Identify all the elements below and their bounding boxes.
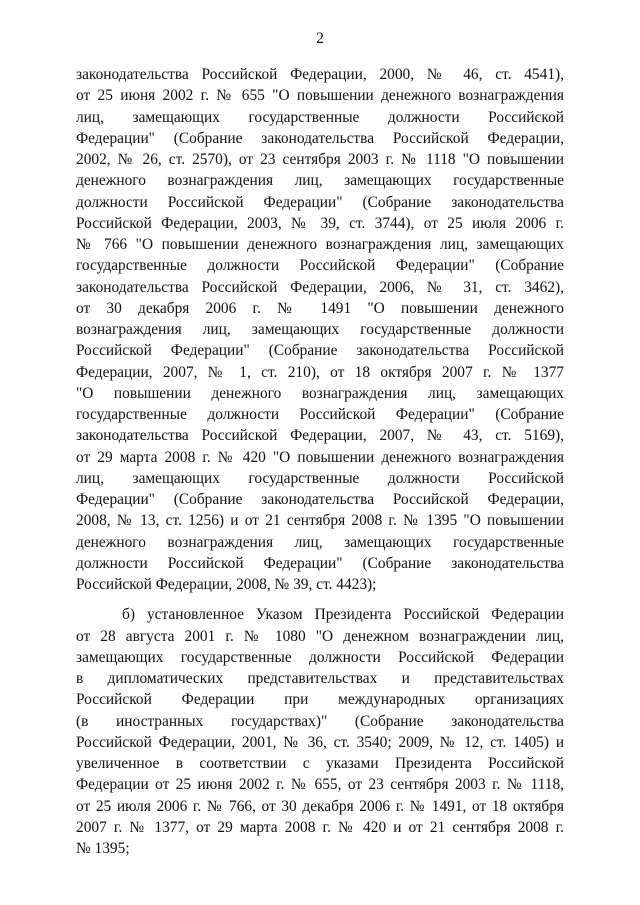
text-line: денежного вознаграждения лиц, замещающих государственные [76, 533, 564, 551]
text-line: б) установленное Указом Президента Российской Федерации [122, 606, 564, 624]
text-line: 2002, № 26, ст. 2570), от 23 сентября 2003 г. № 1118 "О повышении [76, 151, 564, 168]
text-line: денежного вознаграждения лиц, замещающих государственные [76, 172, 564, 190]
document-body [76, 64, 564, 859]
text-line: Федерации от 25 июня 2002 г. № 655, от 23 сентября 2003 г. № 1118, [76, 776, 564, 794]
text-line: (в иностранных государствах)" (Собрание законодательства [76, 712, 564, 730]
text-line: в дипломатических представительствах и представительствах [76, 670, 564, 687]
text-line: 2007 г. № 1377, от 29 марта 2008 г. № 420 и от 21 сентября 2008 г. [76, 818, 564, 836]
text-line: лиц, замещающих государственные должности Российской [76, 108, 564, 126]
text-line: от 28 августа 2001 г. № 1080 "О денежном вознаграждении лиц, [76, 627, 564, 645]
paragraph-1 [76, 64, 564, 595]
text-line: государственные должности Российской Федерации" (Собрание [76, 257, 564, 275]
paragraph-gap [76, 595, 564, 604]
text-line: Федерации" (Собрание законодательства Российской Федерации, [76, 129, 564, 147]
text-line: Российской Федерации, 2001, № 36, ст. 3540; 2009, № 12, ст. 1405) и [76, 733, 564, 751]
text-line: лиц, замещающих государственные должности Российской [76, 469, 564, 487]
paragraph-2 [76, 604, 564, 859]
text-line: от 29 марта 2008 г. № 420 "О повышении денежного вознаграждения [76, 448, 564, 466]
text-line: замещающих государственные должности Российской Федерации [76, 648, 564, 666]
text-line: вознаграждения лиц, замещающих государственные должности [76, 321, 564, 338]
text-line: государственные должности Российской Федерации" (Собрание [76, 406, 564, 423]
text-line: Российской Федерации при международных организациях [76, 691, 564, 709]
text-line: Федерации" (Собрание законодательства Российской Федерации, [76, 491, 564, 508]
text-line: должности Российской Федерации" (Собрание законодательства [76, 193, 564, 211]
text-line: должности Российской Федерации" (Собрание законодательства [76, 554, 564, 572]
text-line: законодательства Российской Федерации, 2000, № 46, ст. 4541), [76, 66, 564, 83]
text-line: Федерации, 2007, № 1, ст. 210), от 18 октября 2007 г. № 1377 [76, 363, 564, 381]
text-line: № 1395; [76, 840, 130, 857]
text-line: Российской Федерации, 2003, № 39, ст. 3744), от 25 июля 2006 г. [76, 214, 564, 232]
text-line: Российской Федерации, 2008, № 39, ст. 4423); [76, 576, 377, 593]
text-line: Российской Федерации" (Собрание законодательства Российской [76, 342, 564, 360]
text-line: 2008, № 13, ст. 1256) и от 21 сентября 2008 г. № 1395 "О повышении [76, 512, 564, 530]
text-line: от 25 июня 2002 г. № 655 "О повышении денежного вознаграждения [76, 87, 564, 105]
text-line: увеличенное в соответствии с указами Президента Российской [76, 755, 564, 772]
page-number: 2 [316, 30, 324, 47]
text-line: от 30 декабря 2006 г. № 1491 "О повышении денежного [76, 299, 564, 317]
text-line: от 25 июля 2006 г. № 766, от 30 декабря 2006 г. № 1491, от 18 октября [76, 797, 564, 815]
text-line: № 766 "О повышении денежного вознаграждения лиц, замещающих [76, 236, 564, 253]
text-line: законодательства Российской Федерации, 2007, № 43, ст. 5169), [76, 427, 564, 445]
text-line: "О повышении денежного вознаграждения лиц, замещающих [76, 384, 564, 402]
text-line: законодательства Российской Федерации, 2006, № 31, ст. 3462), [76, 278, 564, 296]
